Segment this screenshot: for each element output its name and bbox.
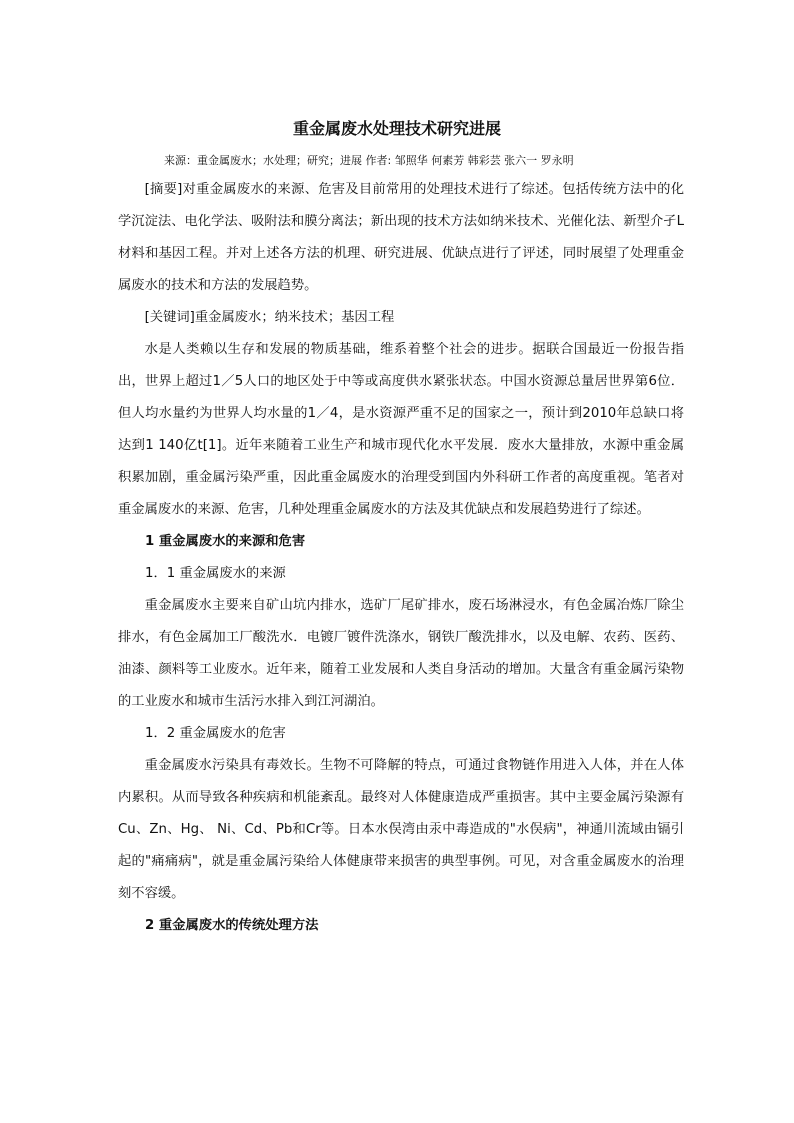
keywords-line: [关键词]重金属废水；纳米技术；基因工程 (144, 310, 395, 325)
document-body (118, 174, 684, 942)
section-1-1-paragraph: 重金属废水主要来自矿山坑内排水，选矿厂尾矿排水，废石场淋浸水，有色金属冶炼厂除尘排水，有色金属加工厂酸洗水．电镀厂镀件洗涤水，钢铁厂酸洗排水，以及电解、农药、医药、油漆、颜料等工业废水。近年来，随着工业发展和人类自身活动的增加。大量含有重金属污染物的工业废水和城市生活污水排入到江河湖泊。 (118, 598, 684, 709)
abstract-paragraph: [摘要]对重金属废水的来源、危害及目前常用的处理技术进行了综述。包括传统方法中的化学沉淀法、电化学法、吸附法和膜分离法；新出现的技术方法如纳米技术、光催化法、新型介孑L材料和基因工程。并对上述各方法的机理、研究进展、优缺点进行了评述，同时展望了处理重金属废水的技术和方法的发展趋势。 (118, 182, 684, 293)
section-heading-1-2: 1．2 重金属废水的危害 (145, 726, 286, 741)
source-author-line: 来源：重金属废水；水处理；研究；进展 作者: 邹照华 何素芳 韩彩芸 张六一 罗永明 (164, 154, 574, 167)
section-heading-1-1: 1．1 重金属废水的来源 (145, 566, 286, 581)
section-heading-1: 1 重金属废水的来源和危害 (145, 534, 306, 549)
intro-paragraph: 水是人类赖以生存和发展的物质基础，维系着整个社会的进步。据联合国最近一份报告指出，世界上超过1／5人口的地区处于中等或高度供水紧张状态。中国水资源总量居世界第6位．但人均水量约为世界人均水量的1／4，是水资源严重不足的国家之一，预计到2010年总缺口将达到1 140亿t[1]。近年来随着工业生产和城市现代化水平发展．废水大量排放，水源中重金属积累加剧，重金属污染严重，因此重金属废水的治理受到国内外科研工作者的高度重视。笔者对重金属废水的来源、危害，几种处理重金属废水的方法及其优缺点和发展趋势进行了综述。 (118, 342, 684, 517)
document-title: 重金属废水处理技术研究进展 (292, 119, 501, 138)
section-1-2-paragraph: 重金属废水污染具有毒效长。生物不可降解的特点，可通过食物链作用进入人体，并在人体内累积。从而导致各种疾病和机能紊乱。最终对人体健康造成严重损害。其中主要金属污染源有Cu、Zn、Hg、 Ni、Cd、Pb和Cr等。日本水俣湾由汞中毒造成的"水俣病"，神通川流域由镉引起的"痛痛病"，就是重金属污染给人体健康带来损害的典型事例。可见，对含重金属废水的治理刻不容缓。 (118, 758, 684, 901)
section-heading-2: 2 重金属废水的传统处理方法 (145, 918, 319, 933)
